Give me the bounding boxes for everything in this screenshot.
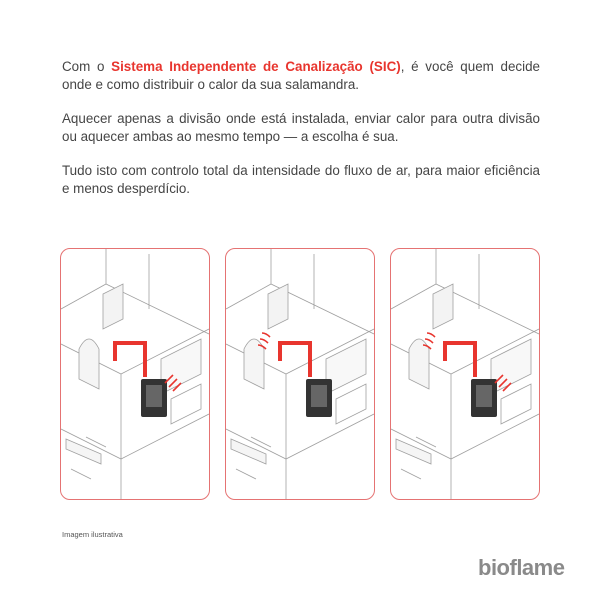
caption: Imagem ilustrativa [62, 530, 123, 539]
illustration-panel-local [60, 248, 210, 500]
illustration-panel-both [390, 248, 540, 500]
intro-paragraph-2: Aquecer apenas a divisão onde está instalada, enviar calor para outra divisão ou aquecer ambas ao mesmo tempo — a escolha é sua. [62, 111, 540, 144]
room-illustration [226, 249, 374, 499]
intro-paragraph-3: Tudo isto com controlo total da intensidade do fluxo de ar, para maior eficiência e menos desperdício. [62, 163, 540, 196]
illustration-panel-remote [225, 248, 375, 500]
sic-highlight: Sistema Independente de Canalização (SIC) [111, 59, 401, 74]
brand-logo: bioflame [478, 555, 565, 580]
intro-text: Com o [62, 59, 112, 74]
room-illustration [391, 249, 539, 499]
intro-text: , é você quem decide onde e como distribuir o calor da sua salamandra. [62, 59, 540, 92]
intro-paragraph-1 [62, 58, 540, 94]
room-illustration [61, 249, 209, 499]
